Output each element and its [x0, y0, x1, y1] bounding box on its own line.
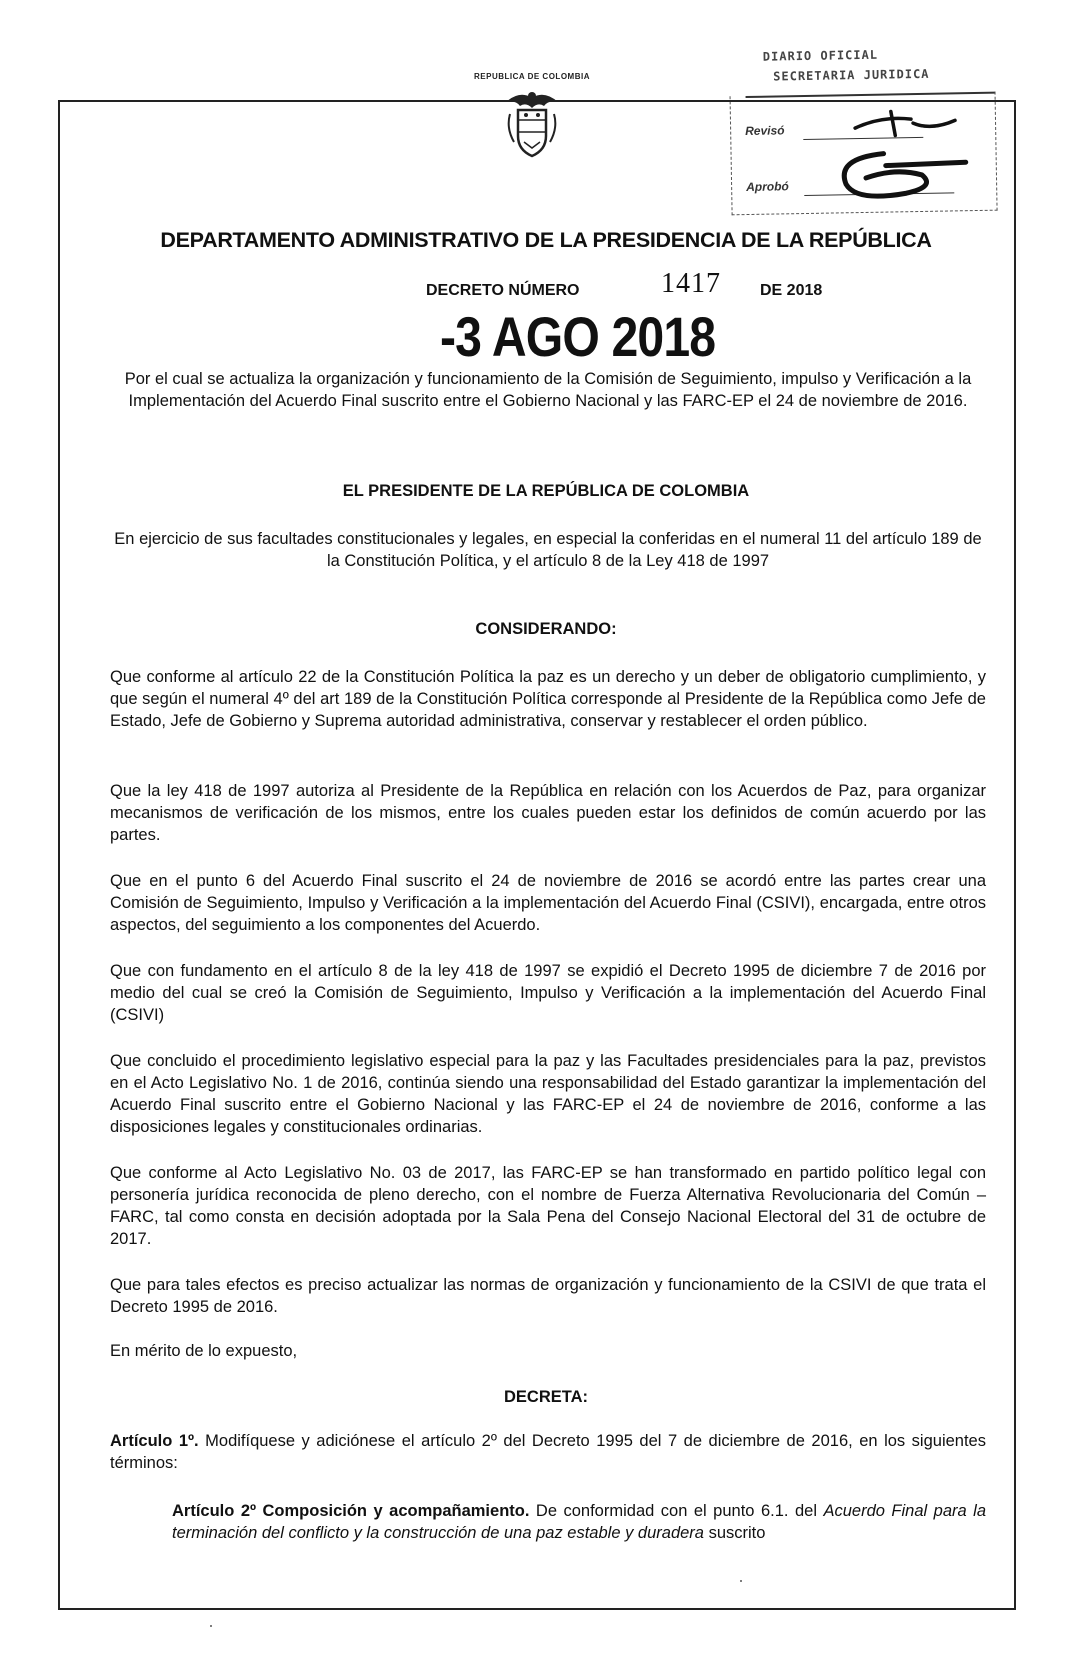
article-2 [172, 1500, 986, 1544]
faculties-paragraph: En ejercicio de sus facultades constitucionales y legales, en especial la conferidas en el numeral 11 del artículo 189 de la Constitución Política, y el artículo 8 de la Ley 418 de 1997 [114, 530, 982, 570]
date-stamp: -3 AGO 2018 [440, 305, 716, 368]
consideration-paragraph: Que conforme al artículo 22 de la Constitución Política la paz es un derecho y un deber de obligatorio cumplimiento, y que según el numeral 4º del art 189 de la Constitución Política corresponde al Presidente de la República como Jefe de Estado, Jefe de Gobierno y Suprema autoridad administrativa, conservar y restablecer el orden público. [110, 668, 986, 730]
stamp-line-2: SECRETARIA JURIDICA [773, 66, 930, 84]
article-2-text-after: suscrito [703, 1524, 766, 1542]
consideration-paragraph: Que en el punto 6 del Acuerdo Final suscrito el 24 de noviembre de 2016 se acordó entre las partes crear una Comisión de Seguimiento, Impulso y Verificación a la implementación del Acuerdo Final (CSIVI), encargada, entre otros aspectos, del seguimiento a los componentes del Acuerdo. [110, 872, 986, 934]
decree-summary: Por el cual se actualiza la organización y funcionamiento de la Comisión de Seguimiento, impulso y Verificación a la Implementación del Acuerdo Final suscrito entre el Gobierno Nacional y las FARC-EP el 24 de noviembre de 2016. [124, 370, 972, 410]
consideration-paragraph: Que la ley 418 de 1997 autoriza al Presidente de la República en relación con los Acuerdos de Paz, para organizar mecanismos de verificación de los mismos, entre los cuales pueden estar los definidos de común acuerdo por las partes. [110, 782, 986, 844]
article-1 [110, 1430, 986, 1474]
consideration-paragraph: Que concluido el procedimiento legislativo especial para la paz y las Facultades presidenciales para la paz, previstos en el Acto Legislativo No. 1 de 2016, continúa siendo una responsabilidad del Estado garantizar la implementación del Acuerdo Final suscrito entre el Gobierno Nacional y las FARC-EP el 24 de noviembre de 2016, conforme a las disposiciones legales y constitucionales ordinarias. [110, 1052, 986, 1136]
article-2-label: Artículo 2º Composición y acompañamiento. [172, 1502, 530, 1520]
article-1-label: Artículo 1º. [110, 1432, 199, 1450]
decree-year: DE 2018 [760, 282, 823, 299]
considering-heading: CONSIDERANDO: [475, 620, 617, 638]
decree-number-line [96, 268, 996, 308]
scan-speck [740, 1580, 742, 1582]
consideration-paragraph: Que conforme al Acto Legislativo No. 03 de 2017, las FARC-EP se han transformado en partido político legal con personería jurídica reconocida de pleno derecho, con el nombre de Fuerza Alternativa Revolucionaria del Común –FARC, tal como consta en decisión adoptada por la Sala Pena del Consejo Nacional Electoral del 31 de octubre de 2017. [110, 1164, 986, 1248]
scan-speck [210, 1625, 212, 1627]
stamp-row-2-label: Aprobó [746, 179, 789, 195]
decree-label: DECRETO NÚMERO [426, 282, 580, 299]
article-2-text-before: De conformidad con el punto 6.1. del [529, 1502, 824, 1520]
president-heading: EL PRESIDENTE DE LA REPÚBLICA DE COLOMBIA [342, 482, 750, 500]
department-title: DEPARTAMENTO ADMINISTRATIVO DE LA PRESIDENCIA DE LA REPÚBLICA [160, 228, 932, 252]
article-1-text: Modifíquese y adiciónese el artículo 2º del Decreto 1995 del 7 de diciembre de 2016, en los siguientes términos: [110, 1432, 986, 1472]
merit-line: En mérito de lo expuesto, [110, 1342, 298, 1360]
stamp-line-1: DIARIO OFICIAL [762, 47, 879, 64]
consideration-paragraph: Que para tales efectos es preciso actualizar las normas de organización y funcionamiento de la CSIVI de que trata el Decreto 1995 de 2016. [110, 1276, 986, 1316]
article-2-italic: Acuerdo Final para la terminación del conflicto y la construcción de una paz estable y duradera [172, 1502, 987, 1542]
stamp-header [745, 36, 996, 98]
decree-number: 1417 [661, 268, 721, 299]
consideration-paragraph: Que con fundamento en el artículo 8 de la ley 418 de 1997 se expidió el Decreto 1995 de diciembre 7 de 2016 por medio del cual se creó la Comisión de Seguimiento, Impulso y Verificación a la implementación del Acuerdo Final (CSIVI) [110, 962, 986, 1024]
stamp-row-1-label: Revisó [745, 123, 785, 139]
decreta-heading: DECRETA: [503, 1388, 589, 1406]
republic-label: REPUBLICA DE COLOMBIA [474, 72, 590, 81]
